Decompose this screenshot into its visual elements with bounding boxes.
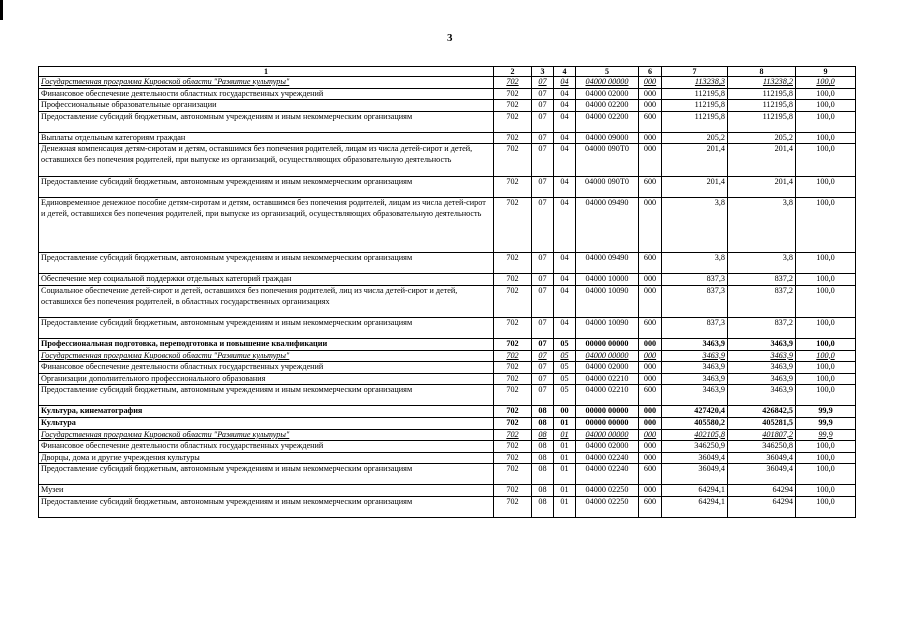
actual-amount-cell: 401807,2 bbox=[728, 429, 796, 441]
target-code-cell: 00000 00000 bbox=[576, 417, 639, 429]
actual-amount-cell: 112195,8 bbox=[728, 88, 796, 100]
expense-type-cell: 000 bbox=[639, 132, 662, 144]
row-name-cell: Культура bbox=[39, 417, 494, 429]
actual-amount-cell: 112195,8 bbox=[728, 111, 796, 132]
percent-cell: 100,0 bbox=[796, 362, 856, 374]
percent-cell: 100,0 bbox=[796, 373, 856, 385]
row-name-cell: Государственная программа Кировской области "Развитие культуры" bbox=[39, 77, 494, 89]
table-row bbox=[39, 132, 856, 144]
planned-amount-cell: 837,3 bbox=[662, 285, 728, 317]
target-code-cell: 04000 10090 bbox=[576, 285, 639, 317]
actual-amount-cell: 3463,9 bbox=[728, 385, 796, 406]
percent-cell: 100,0 bbox=[796, 441, 856, 453]
subsection-code-cell: 04 bbox=[554, 77, 576, 89]
percent-cell: 99,9 bbox=[796, 429, 856, 441]
expense-type-cell: 000 bbox=[639, 417, 662, 429]
row-name-cell: Обеспечение мер социальной поддержки отдельных категорий граждан bbox=[39, 274, 494, 286]
table-row bbox=[39, 338, 856, 350]
section-code-cell: 07 bbox=[532, 274, 554, 286]
table-row bbox=[39, 350, 856, 362]
expense-type-cell: 000 bbox=[639, 406, 662, 418]
target-code-cell: 04000 02250 bbox=[576, 485, 639, 497]
subsection-code-cell: 05 bbox=[554, 338, 576, 350]
gv-code-cell: 702 bbox=[494, 464, 532, 485]
row-name-cell: Предоставление субсидий бюджетным, автономным учреждениям и иным некоммерческим организациям bbox=[39, 385, 494, 406]
table-row bbox=[39, 373, 856, 385]
expense-type-cell: 000 bbox=[639, 100, 662, 112]
actual-amount-cell: 3463,9 bbox=[728, 373, 796, 385]
percent-cell: 100,0 bbox=[796, 132, 856, 144]
planned-amount-cell: 3463,9 bbox=[662, 385, 728, 406]
actual-amount-cell: 36049,4 bbox=[728, 464, 796, 485]
section-code-cell: 07 bbox=[532, 362, 554, 374]
gv-code-cell: 702 bbox=[494, 285, 532, 317]
table-row bbox=[39, 429, 856, 441]
actual-amount-cell: 205,2 bbox=[728, 132, 796, 144]
section-code-cell: 07 bbox=[532, 385, 554, 406]
actual-amount-cell: 3463,9 bbox=[728, 362, 796, 374]
table-row bbox=[39, 77, 856, 89]
table-row bbox=[39, 406, 856, 418]
table-row bbox=[39, 417, 856, 429]
gv-code-cell: 702 bbox=[494, 496, 532, 517]
actual-amount-cell: 201,4 bbox=[728, 177, 796, 198]
scan-edge-mark bbox=[0, 0, 3, 20]
planned-amount-cell: 112195,8 bbox=[662, 100, 728, 112]
target-code-cell: 04000 02000 bbox=[576, 88, 639, 100]
percent-cell: 100,0 bbox=[796, 452, 856, 464]
header-cell: 4 bbox=[554, 67, 576, 77]
target-code-cell: 04000 10090 bbox=[576, 317, 639, 338]
expense-type-cell: 000 bbox=[639, 485, 662, 497]
target-code-cell: 04000 02200 bbox=[576, 100, 639, 112]
header-cell: 9 bbox=[796, 67, 856, 77]
percent-cell: 100,0 bbox=[796, 350, 856, 362]
header-cell: 7 bbox=[662, 67, 728, 77]
planned-amount-cell: 201,4 bbox=[662, 177, 728, 198]
table-row bbox=[39, 496, 856, 517]
target-code-cell: 04000 02240 bbox=[576, 464, 639, 485]
row-name-cell: Профессиональные образовательные организации bbox=[39, 100, 494, 112]
planned-amount-cell: 3463,9 bbox=[662, 338, 728, 350]
row-name-cell: Профессиональная подготовка, переподготовка и повышение квалификации bbox=[39, 338, 494, 350]
gv-code-cell: 702 bbox=[494, 144, 532, 177]
expense-type-cell: 000 bbox=[639, 88, 662, 100]
actual-amount-cell: 346250,8 bbox=[728, 441, 796, 453]
table-row bbox=[39, 362, 856, 374]
subsection-code-cell: 04 bbox=[554, 111, 576, 132]
gv-code-cell: 702 bbox=[494, 417, 532, 429]
percent-cell: 100,0 bbox=[796, 274, 856, 286]
header-row bbox=[39, 67, 856, 77]
target-code-cell: 04000 090T0 bbox=[576, 144, 639, 177]
row-name-cell: Социальное обеспечение детей-сирот и детей, оставшихся без попечения родителей, лиц из числа детей-сирот и детей, оставшихся без попечения родителей, в областных государственных организациях bbox=[39, 285, 494, 317]
actual-amount-cell: 201,4 bbox=[728, 144, 796, 177]
section-code-cell: 07 bbox=[532, 198, 554, 253]
expense-type-cell: 000 bbox=[639, 350, 662, 362]
gv-code-cell: 702 bbox=[494, 317, 532, 338]
expense-type-cell: 600 bbox=[639, 464, 662, 485]
gv-code-cell: 702 bbox=[494, 485, 532, 497]
planned-amount-cell: 64294,1 bbox=[662, 496, 728, 517]
table-row bbox=[39, 485, 856, 497]
subsection-code-cell: 05 bbox=[554, 362, 576, 374]
subsection-code-cell: 05 bbox=[554, 385, 576, 406]
subsection-code-cell: 05 bbox=[554, 373, 576, 385]
expense-type-cell: 600 bbox=[639, 317, 662, 338]
row-name-cell: Организации дополнительного профессионального образования bbox=[39, 373, 494, 385]
row-name-cell: Денежная компенсация детям-сиротам и детям, оставшимся без попечения родителей, лицам из числа детей-сирот и детей, оставшихся без попечения родителей, при выпуске из организаций, осуществляющих образовательную деятельность bbox=[39, 144, 494, 177]
expense-type-cell: 600 bbox=[639, 177, 662, 198]
subsection-code-cell: 04 bbox=[554, 198, 576, 253]
percent-cell: 100,0 bbox=[796, 338, 856, 350]
subsection-code-cell: 04 bbox=[554, 285, 576, 317]
planned-amount-cell: 205,2 bbox=[662, 132, 728, 144]
planned-amount-cell: 64294,1 bbox=[662, 485, 728, 497]
expense-type-cell: 600 bbox=[639, 253, 662, 274]
subsection-code-cell: 05 bbox=[554, 350, 576, 362]
planned-amount-cell: 837,3 bbox=[662, 274, 728, 286]
expense-type-cell: 000 bbox=[639, 338, 662, 350]
section-code-cell: 08 bbox=[532, 406, 554, 418]
section-code-cell: 08 bbox=[532, 452, 554, 464]
target-code-cell: 00000 00000 bbox=[576, 338, 639, 350]
target-code-cell: 04000 00000 bbox=[576, 429, 639, 441]
expense-type-cell: 000 bbox=[639, 373, 662, 385]
actual-amount-cell: 64294 bbox=[728, 496, 796, 517]
actual-amount-cell: 405281,5 bbox=[728, 417, 796, 429]
expense-type-cell: 600 bbox=[639, 385, 662, 406]
planned-amount-cell: 3463,9 bbox=[662, 350, 728, 362]
target-code-cell: 04000 00000 bbox=[576, 77, 639, 89]
subsection-code-cell: 00 bbox=[554, 406, 576, 418]
percent-cell: 100,0 bbox=[796, 177, 856, 198]
expense-type-cell: 000 bbox=[639, 362, 662, 374]
table-row bbox=[39, 441, 856, 453]
target-code-cell: 04000 02000 bbox=[576, 441, 639, 453]
table-row bbox=[39, 274, 856, 286]
target-code-cell: 04000 02210 bbox=[576, 385, 639, 406]
target-code-cell: 04000 09000 bbox=[576, 132, 639, 144]
row-name-cell: Культура, кинематография bbox=[39, 406, 494, 418]
subsection-code-cell: 04 bbox=[554, 132, 576, 144]
subsection-code-cell: 01 bbox=[554, 496, 576, 517]
section-code-cell: 07 bbox=[532, 285, 554, 317]
target-code-cell: 04000 02200 bbox=[576, 111, 639, 132]
gv-code-cell: 702 bbox=[494, 274, 532, 286]
percent-cell: 100,0 bbox=[796, 198, 856, 253]
expense-type-cell: 000 bbox=[639, 429, 662, 441]
row-name-cell: Предоставление субсидий бюджетным, автономным учреждениям и иным некоммерческим организациям bbox=[39, 464, 494, 485]
actual-amount-cell: 426842,5 bbox=[728, 406, 796, 418]
expense-type-cell: 000 bbox=[639, 144, 662, 177]
gv-code-cell: 702 bbox=[494, 132, 532, 144]
gv-code-cell: 702 bbox=[494, 111, 532, 132]
planned-amount-cell: 36049,4 bbox=[662, 464, 728, 485]
section-code-cell: 07 bbox=[532, 88, 554, 100]
actual-amount-cell: 3463,9 bbox=[728, 350, 796, 362]
header-cell: 1 bbox=[39, 67, 494, 77]
row-name-cell: Предоставление субсидий бюджетным, автономным учреждениям и иным некоммерческим организациям bbox=[39, 177, 494, 198]
planned-amount-cell: 113238,3 bbox=[662, 77, 728, 89]
percent-cell: 99,9 bbox=[796, 406, 856, 418]
subsection-code-cell: 04 bbox=[554, 177, 576, 198]
row-name-cell: Государственная программа Кировской области "Развитие культуры" bbox=[39, 429, 494, 441]
expense-type-cell: 600 bbox=[639, 111, 662, 132]
section-code-cell: 07 bbox=[532, 317, 554, 338]
actual-amount-cell: 3,8 bbox=[728, 198, 796, 253]
target-code-cell: 04000 09490 bbox=[576, 198, 639, 253]
header-cell: 5 bbox=[576, 67, 639, 77]
row-name-cell: Государственная программа Кировской области "Развитие культуры" bbox=[39, 350, 494, 362]
gv-code-cell: 702 bbox=[494, 441, 532, 453]
budget-table bbox=[38, 66, 856, 518]
section-code-cell: 07 bbox=[532, 77, 554, 89]
gv-code-cell: 702 bbox=[494, 253, 532, 274]
section-code-cell: 07 bbox=[532, 144, 554, 177]
planned-amount-cell: 112195,8 bbox=[662, 111, 728, 132]
target-code-cell: 04000 00000 bbox=[576, 350, 639, 362]
planned-amount-cell: 36049,4 bbox=[662, 452, 728, 464]
planned-amount-cell: 3,8 bbox=[662, 253, 728, 274]
actual-amount-cell: 64294 bbox=[728, 485, 796, 497]
percent-cell: 100,0 bbox=[796, 385, 856, 406]
gv-code-cell: 702 bbox=[494, 452, 532, 464]
target-code-cell: 04000 10000 bbox=[576, 274, 639, 286]
table-row bbox=[39, 100, 856, 112]
table-row bbox=[39, 285, 856, 317]
section-code-cell: 08 bbox=[532, 464, 554, 485]
table-row bbox=[39, 88, 856, 100]
planned-amount-cell: 3,8 bbox=[662, 198, 728, 253]
section-code-cell: 07 bbox=[532, 111, 554, 132]
subsection-code-cell: 01 bbox=[554, 485, 576, 497]
gv-code-cell: 702 bbox=[494, 338, 532, 350]
table-row bbox=[39, 111, 856, 132]
table-row bbox=[39, 253, 856, 274]
gv-code-cell: 702 bbox=[494, 88, 532, 100]
section-code-cell: 07 bbox=[532, 373, 554, 385]
section-code-cell: 07 bbox=[532, 132, 554, 144]
subsection-code-cell: 04 bbox=[554, 100, 576, 112]
percent-cell: 100,0 bbox=[796, 285, 856, 317]
expense-type-cell: 600 bbox=[639, 496, 662, 517]
gv-code-cell: 702 bbox=[494, 100, 532, 112]
expense-type-cell: 000 bbox=[639, 285, 662, 317]
expense-type-cell: 000 bbox=[639, 198, 662, 253]
planned-amount-cell: 402105,8 bbox=[662, 429, 728, 441]
subsection-code-cell: 01 bbox=[554, 464, 576, 485]
subsection-code-cell: 01 bbox=[554, 417, 576, 429]
percent-cell: 100,0 bbox=[796, 88, 856, 100]
target-code-cell: 04000 09490 bbox=[576, 253, 639, 274]
target-code-cell: 04000 02250 bbox=[576, 496, 639, 517]
row-name-cell: Предоставление субсидий бюджетным, автономным учреждениям и иным некоммерческим организациям bbox=[39, 317, 494, 338]
row-name-cell: Дворцы, дома и другие учреждения культуры bbox=[39, 452, 494, 464]
percent-cell: 99,9 bbox=[796, 417, 856, 429]
section-code-cell: 07 bbox=[532, 177, 554, 198]
percent-cell: 100,0 bbox=[796, 496, 856, 517]
actual-amount-cell: 3463,9 bbox=[728, 338, 796, 350]
actual-amount-cell: 112195,8 bbox=[728, 100, 796, 112]
expense-type-cell: 000 bbox=[639, 77, 662, 89]
section-code-cell: 07 bbox=[532, 253, 554, 274]
percent-cell: 100,0 bbox=[796, 464, 856, 485]
row-name-cell: Выплаты отдельным категориям граждан bbox=[39, 132, 494, 144]
gv-code-cell: 702 bbox=[494, 406, 532, 418]
actual-amount-cell: 837,2 bbox=[728, 317, 796, 338]
target-code-cell: 04000 090T0 bbox=[576, 177, 639, 198]
gv-code-cell: 702 bbox=[494, 77, 532, 89]
section-code-cell: 07 bbox=[532, 100, 554, 112]
planned-amount-cell: 346250,9 bbox=[662, 441, 728, 453]
planned-amount-cell: 3463,9 bbox=[662, 373, 728, 385]
gv-code-cell: 702 bbox=[494, 385, 532, 406]
table-row bbox=[39, 452, 856, 464]
table-row bbox=[39, 198, 856, 253]
planned-amount-cell: 837,3 bbox=[662, 317, 728, 338]
planned-amount-cell: 427420,4 bbox=[662, 406, 728, 418]
target-code-cell: 04000 02240 bbox=[576, 452, 639, 464]
gv-code-cell: 702 bbox=[494, 373, 532, 385]
planned-amount-cell: 112195,8 bbox=[662, 88, 728, 100]
expense-type-cell: 000 bbox=[639, 452, 662, 464]
header-cell: 8 bbox=[728, 67, 796, 77]
row-name-cell: Предоставление субсидий бюджетным, автономным учреждениям и иным некоммерческим организациям bbox=[39, 253, 494, 274]
subsection-code-cell: 01 bbox=[554, 441, 576, 453]
section-code-cell: 08 bbox=[532, 496, 554, 517]
header-cell: 2 bbox=[494, 67, 532, 77]
percent-cell: 100,0 bbox=[796, 317, 856, 338]
subsection-code-cell: 04 bbox=[554, 253, 576, 274]
subsection-code-cell: 01 bbox=[554, 429, 576, 441]
row-name-cell: Финансовое обеспечение деятельности областных государственных учреждений bbox=[39, 88, 494, 100]
row-name-cell: Финансовое обеспечение деятельности областных государственных учреждений bbox=[39, 441, 494, 453]
actual-amount-cell: 837,2 bbox=[728, 285, 796, 317]
percent-cell: 100,0 bbox=[796, 100, 856, 112]
section-code-cell: 08 bbox=[532, 417, 554, 429]
percent-cell: 100,0 bbox=[796, 111, 856, 132]
actual-amount-cell: 3,8 bbox=[728, 253, 796, 274]
gv-code-cell: 702 bbox=[494, 350, 532, 362]
expense-type-cell: 000 bbox=[639, 441, 662, 453]
row-name-cell: Единовременное денежное пособие детям-сиротам и детям, оставшимся без попечения родителей, лицам из числа детей-сирот и детей, оставшихся без попечения родителей, при выпуске из организаций, осуществляющих образовательную деятельность bbox=[39, 198, 494, 253]
target-code-cell: 00000 00000 bbox=[576, 406, 639, 418]
table-row bbox=[39, 464, 856, 485]
percent-cell: 100,0 bbox=[796, 253, 856, 274]
header-cell: 6 bbox=[639, 67, 662, 77]
gv-code-cell: 702 bbox=[494, 362, 532, 374]
actual-amount-cell: 36049,4 bbox=[728, 452, 796, 464]
target-code-cell: 04000 02210 bbox=[576, 373, 639, 385]
row-name-cell: Предоставление субсидий бюджетным, автономным учреждениям и иным некоммерческим организациям bbox=[39, 496, 494, 517]
percent-cell: 100,0 bbox=[796, 77, 856, 89]
row-name-cell: Предоставление субсидий бюджетным, автономным учреждениям и иным некоммерческим организациям bbox=[39, 111, 494, 132]
section-code-cell: 07 bbox=[532, 350, 554, 362]
actual-amount-cell: 113238,2 bbox=[728, 77, 796, 89]
subsection-code-cell: 01 bbox=[554, 452, 576, 464]
page-number: 3 bbox=[447, 32, 453, 44]
percent-cell: 100,0 bbox=[796, 485, 856, 497]
section-code-cell: 08 bbox=[532, 441, 554, 453]
table-row bbox=[39, 385, 856, 406]
header-cell: 3 bbox=[532, 67, 554, 77]
subsection-code-cell: 04 bbox=[554, 88, 576, 100]
table-row bbox=[39, 317, 856, 338]
table-row bbox=[39, 177, 856, 198]
actual-amount-cell: 837,2 bbox=[728, 274, 796, 286]
gv-code-cell: 702 bbox=[494, 177, 532, 198]
subsection-code-cell: 04 bbox=[554, 317, 576, 338]
planned-amount-cell: 3463,9 bbox=[662, 362, 728, 374]
row-name-cell: Музеи bbox=[39, 485, 494, 497]
planned-amount-cell: 405580,2 bbox=[662, 417, 728, 429]
section-code-cell: 07 bbox=[532, 338, 554, 350]
table-row bbox=[39, 144, 856, 177]
expense-type-cell: 000 bbox=[639, 274, 662, 286]
gv-code-cell: 702 bbox=[494, 198, 532, 253]
section-code-cell: 08 bbox=[532, 429, 554, 441]
section-code-cell: 08 bbox=[532, 485, 554, 497]
gv-code-cell: 702 bbox=[494, 429, 532, 441]
planned-amount-cell: 201,4 bbox=[662, 144, 728, 177]
subsection-code-cell: 04 bbox=[554, 274, 576, 286]
percent-cell: 100,0 bbox=[796, 144, 856, 177]
target-code-cell: 04000 02000 bbox=[576, 362, 639, 374]
subsection-code-cell: 04 bbox=[554, 144, 576, 177]
row-name-cell: Финансовое обеспечение деятельности областных государственных учреждений bbox=[39, 362, 494, 374]
